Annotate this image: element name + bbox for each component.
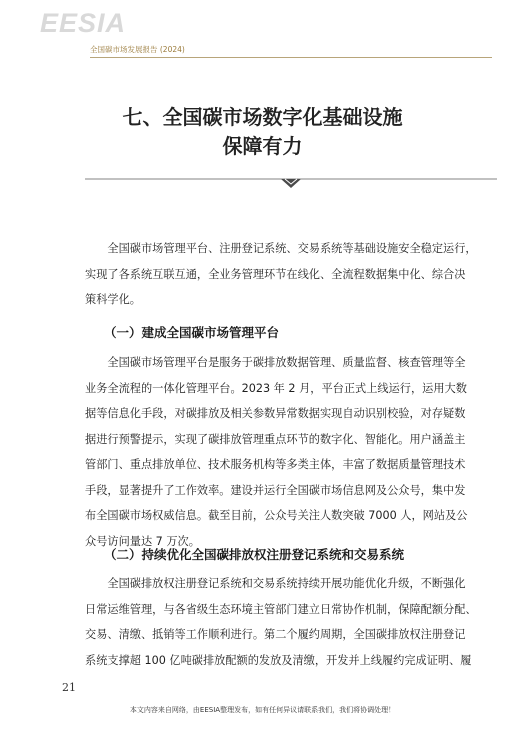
text-line: 全国碳市场管理平台是服务于碳排放数据管理、质量监督、核查管理等全 — [85, 356, 466, 369]
text-line: 手段，显著提升了工作效率。建设并运行全国碳市场信息网及公众号，集中发 — [85, 483, 466, 497]
text-line: 系统支撑超 100 亿吨碳排放配额的发放及清缴，开发并上线履约完成证明、履 — [85, 653, 472, 667]
text-line: 众号访问量达 7 万次。 — [85, 534, 200, 548]
text-line: 业务全流程的一体化管理平台。2023 年 2 月，平台正式上线运行，运用大数 — [85, 381, 467, 395]
eesia-logo: EESIA — [40, 8, 127, 38]
text-line: 交易、清缴、抵销等工作顺利进行。第二个履约周期，全国碳排放权注册登记 — [85, 628, 466, 641]
text-line: 管部门、重点排放单位、技术服务机构等多类主体，丰富了数据质量管理技术 — [85, 458, 466, 471]
section-1-paragraph — [85, 350, 498, 554]
text-line: 全国碳排放权注册登记系统和交易系统持续开展功能优化升级，不断强化 — [85, 577, 466, 590]
header-divider — [90, 57, 492, 58]
text-line: 布全国碳市场权威信息。截至目前，公众号关注人数突破 7000 人，网站及公 — [85, 509, 468, 522]
chapter-title-line1: 七、全国碳市场数字化基础设施 — [122, 105, 403, 129]
text-line: 日常运维管理，与各省级生态环境主管部门建立日常协作机制，保障配额分配、 — [85, 602, 477, 616]
section-heading-2: （二）持续优化全国碳排放权注册登记系统和交易系统 — [104, 547, 405, 562]
chapter-divider-chevron-icon — [85, 176, 497, 190]
page-number: 21 — [62, 681, 76, 694]
text-line: 实现了各系统互联互通，全业务管理环节在线化、全流程数据集中化、综合决 — [85, 267, 466, 281]
text-line: 策科学化。 — [85, 293, 141, 306]
text-line: 全国碳市场管理平台、注册登记系统、交易系统等基础设施安全稳定运行， — [85, 242, 477, 255]
chapter-title-line2: 保障有力 — [222, 134, 303, 158]
running-title: 全国碳市场发展报告 (2024) — [90, 45, 185, 54]
footer-disclaimer: 本文内容来自网络，由EESIA整理发布，如有任何异议请联系我们，我们将协调处理！ — [129, 706, 396, 714]
intro-paragraph — [85, 236, 498, 313]
section-2-paragraph — [85, 571, 498, 673]
text-line: 据等信息化手段，对碳排放及相关参数异常数据实现自动识别校验，对存疑数 — [85, 407, 466, 420]
section-heading-1: （一）建成全国碳市场管理平台 — [104, 325, 280, 340]
text-line: 据进行预警提示，实现了碳排放管理重点环节的数字化、智能化。用户涵盖主 — [85, 432, 466, 446]
